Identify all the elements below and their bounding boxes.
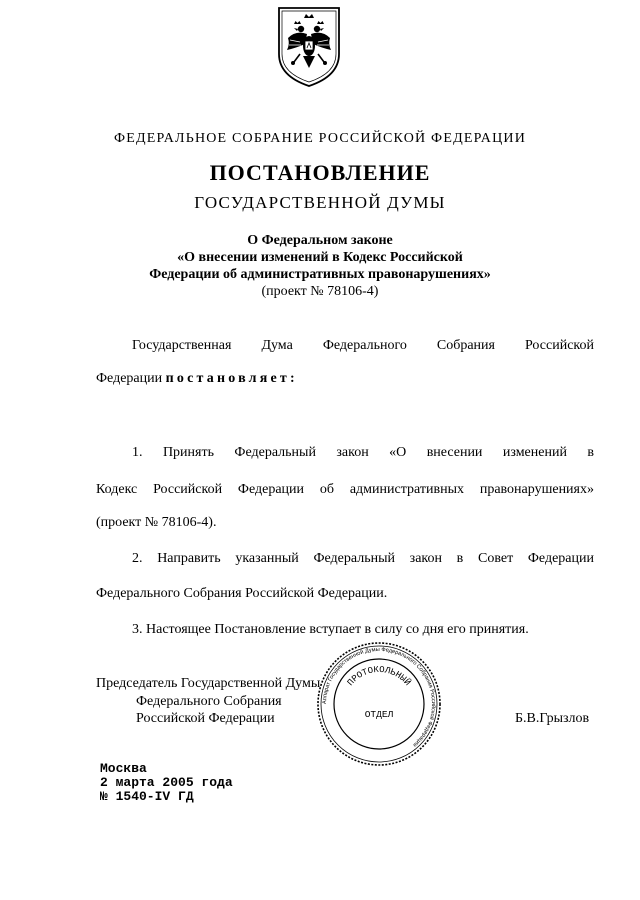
resolution-item-line: 2. Направить указанный Федеральный закон в Совет Федерации	[132, 551, 594, 566]
organization-heading: ФЕДЕРАЛЬНОЕ СОБРАНИЕ РОССИЙСКОЙ ФЕДЕРАЦИИ	[113, 131, 527, 146]
stamp-center-text: ОТДЕЛ	[364, 709, 394, 720]
coat-of-arms-emblem	[274, 4, 344, 88]
preamble-line: Государственная Дума Федерального Собрания Российской	[132, 338, 594, 353]
subject-line: Федерации об административных правонарушениях»	[149, 267, 491, 282]
resolution-item-line: Федерального Собрания Российской Федерации.	[96, 586, 388, 601]
place-of-signing: Москва	[100, 761, 147, 776]
resolution-item-line: Кодекс Российской Федерации об административных правонарушениях»	[96, 482, 594, 497]
signatory-title-line: Федерального Собрания	[136, 694, 282, 709]
document-number: № 1540-IV ГД	[100, 789, 194, 804]
bill-number-line: (проект № 78106-4)	[261, 284, 379, 299]
official-stamp	[316, 641, 442, 767]
signatory-name: Б.В.Грызлов	[515, 711, 590, 726]
resolution-item-line: 3. Настоящее Постановление вступает в силу со дня его принятия.	[132, 622, 529, 637]
preamble-line	[96, 371, 298, 387]
document-issuer-subtitle: ГОСУДАРСТВЕННОЙ ДУМЫ	[194, 193, 446, 212]
stamp-inner-text: ПРОТОКОЛЬНЫЙ	[345, 664, 413, 688]
preamble-start: Федерации	[96, 371, 163, 386]
resolution-item-line: (проект № 78106-4).	[96, 515, 217, 530]
signatory-title-line: Председатель Государственной Думы	[96, 676, 321, 691]
signatory-title-line: Российской Федерации	[136, 711, 275, 726]
stamp-outer-text: Аппарат Государственной Думы Федерального Собрания Российской Федерации	[321, 646, 437, 748]
resolution-item-line: 1. Принять Федеральный закон «О внесении изменений в	[132, 445, 594, 460]
document-date: 2 марта 2005 года	[100, 775, 233, 790]
subject-line: «О внесении изменений в Кодекс Российской	[177, 250, 463, 265]
resolves-word: постановляет:	[165, 371, 298, 386]
document-type-title: ПОСТАНОВЛЕНИЕ	[209, 160, 431, 185]
subject-line: О Федеральном законе	[247, 233, 393, 248]
